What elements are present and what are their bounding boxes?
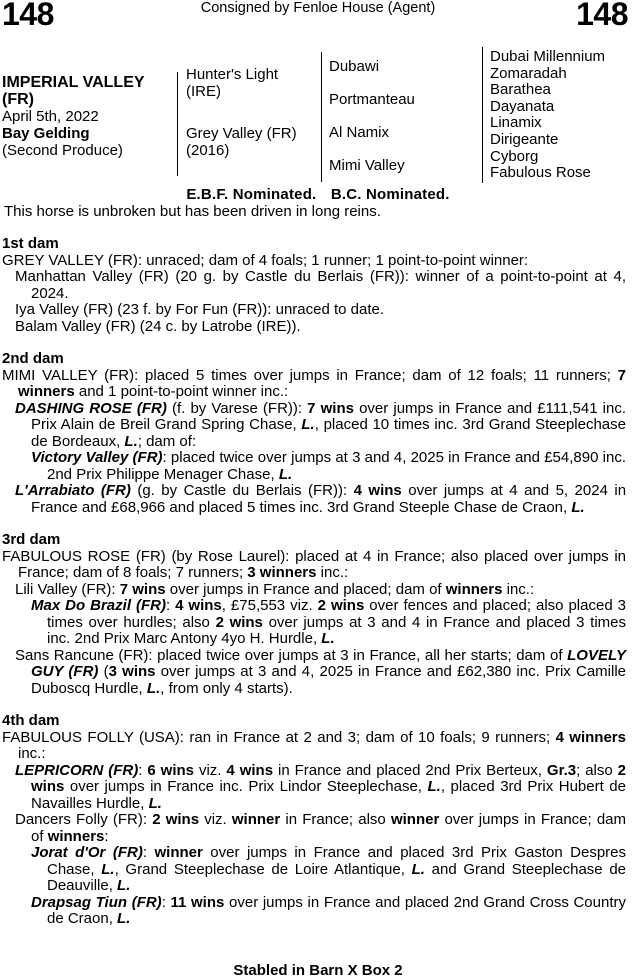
dam-intro: GREY VALLEY (FR): unraced; dam of 4 foals; 1 runner; 1 point-to-point winner: xyxy=(2,251,529,269)
horse-country: (FR) xyxy=(2,91,34,108)
produce-entry: Max Do Brazil (FR): 4 wins, £75,553 viz. 2 wins over fences and placed; also placed 3 times over hurdles; also 2 wins over jumps at 3 and 4 in France and placed 3 times inc. 2nd Prix Marc Antony 4yo H. Hurdle, L. xyxy=(31,597,627,647)
handling-note: This horse is unbroken but has been driven in long reins. xyxy=(4,203,381,220)
produce-entry: DASHING ROSE (FR) (f. by Varese (FR)): 7 wins over jumps in France and £111,541 inc. Prix Alain de Breil Grand Spring Chase, L., placed 10 times inc. 3rd Grand Steeplechase de Bordeaux, L.; dam of: xyxy=(15,399,626,450)
gen3-0: Dubai Millennium xyxy=(490,48,606,65)
dam-intro: MIMI VALLEY (FR): placed 5 times over jumps in France; dam of 12 foals; 11 runners; 7 winners and 1 point-to-point winner inc.: xyxy=(2,366,626,400)
horse-details xyxy=(2,74,172,159)
pedigree-dam xyxy=(186,125,321,159)
lot-number-left: 148 xyxy=(2,0,54,32)
sire-name: Hunter's Light xyxy=(186,66,279,83)
dam-year: (2016) xyxy=(186,142,230,159)
first-dam-section xyxy=(2,236,626,335)
produce-entry: Balam Valley (FR) (24 c. by Latrobe (IRE)). xyxy=(15,317,301,335)
gen3-4: Linamix xyxy=(490,114,542,132)
section-heading: 1st dam xyxy=(2,235,59,252)
produce-entry: Jorat d'Or (FR): winner over jumps in France and placed 3rd Prix Gaston Despres Chase, L., Grand Steeplechase de Loire Atlantique, L. and Grand Steeplechase de Deauville, L. xyxy=(31,844,627,894)
dam-intro: FABULOUS FOLLY (USA): ran in France at 2 and 3; dam of 10 foals; 9 runners; 4 winners inc.: xyxy=(2,728,626,762)
gen3-list xyxy=(490,49,605,182)
pedigree-divider-3 xyxy=(482,47,483,183)
gen3-7: Fabulous Rose xyxy=(490,164,591,182)
gen3-3: Dayanata xyxy=(490,97,555,115)
third-dam-section xyxy=(2,532,626,697)
consignor: Consigned by Fenloe House (Agent) xyxy=(200,0,436,16)
pedigree-divider-2 xyxy=(321,52,322,182)
sire-country: (IRE) xyxy=(186,83,221,100)
pedigree-divider-1 xyxy=(177,72,178,176)
gen3-1: Zomaradah xyxy=(490,64,567,82)
horse-sex: Bay Gelding xyxy=(2,125,90,142)
section-heading: 3rd dam xyxy=(2,531,61,548)
ebf-nomination: E.B.F. Nominated. xyxy=(186,186,317,203)
bc-nomination: B.C. Nominated. xyxy=(330,186,450,203)
gen2-3: Mimi Valley xyxy=(329,157,405,174)
gen3-2: Barathea xyxy=(490,81,551,99)
fourth-dam-section xyxy=(2,713,626,928)
produce-entry: Lili Valley (FR): 7 wins over jumps in France and placed; dam of winners inc.: xyxy=(15,580,535,598)
section-heading: 2nd dam xyxy=(2,350,64,367)
catalogue-body xyxy=(2,236,626,944)
gen2-2: Al Namix xyxy=(329,124,390,141)
second-dam-section xyxy=(2,351,626,516)
gen3-5: Dirigeante xyxy=(490,130,559,148)
produce-entry: Victory Valley (FR): placed twice over jumps at 3 and 4, 2025 in France and £54,890 inc. 2nd Prix Philippe Menager Chase, L. xyxy=(31,449,626,483)
produce-entry: L'Arrabiato (FR) (g. by Castle du Berlais (FR)): 4 wins over jumps at 4 and 5, 2024 in France and £68,966 and placed 5 times inc. 3rd Grand Steeple Chase de Craon, L. xyxy=(15,482,627,516)
lot-number-right: 148 xyxy=(576,0,628,32)
gen3-6: Cyborg xyxy=(490,147,539,165)
dam-name: Grey Valley (FR) xyxy=(186,125,297,142)
produce-note: (Second Produce) xyxy=(2,142,123,159)
nominations xyxy=(0,186,636,203)
foaling-date: April 5th, 2022 xyxy=(2,108,99,125)
produce-entry: Dancers Folly (FR): 2 wins viz. winner in France; also winner over jumps in France; dam of winners: xyxy=(15,811,627,845)
gen2-1: Portmanteau xyxy=(329,91,415,108)
pedigree-sire xyxy=(186,66,321,100)
produce-entry: Drapsag Tiun (FR): 11 wins over jumps in France and placed 2nd Grand Cross Country de Craon, L. xyxy=(31,893,626,927)
produce-entry: Iya Valley (FR) (23 f. by For Fun (FR)): unraced to date. xyxy=(15,301,385,318)
section-heading: 4th dam xyxy=(2,712,60,729)
stabling-location: Stabled in Barn X Box 2 xyxy=(233,962,403,979)
produce-entry: LEPRICORN (FR): 6 wins viz. 4 wins in France and placed 2nd Prix Berteux, Gr.3; also 2 wins over jumps in France inc. Prix Lindor Steeplechase, L., placed 3rd Prix Hubert de Navailles Hurdle, L. xyxy=(15,761,627,812)
produce-entry: Sans Rancune (FR): placed twice over jumps at 3 in France, all her starts; dam of LOVELY GUY (FR) (3 wins over jumps at 3 and 4, 2025 in France and £62,380 inc. Prix Camille Duboscq Hurdle, L., from only 4 starts). xyxy=(15,646,627,697)
produce-entry: Manhattan Valley (FR) (20 g. by Castle du Berlais (FR)): winner of a point-to-point at 4, 2024. xyxy=(15,268,626,302)
horse-name: IMPERIAL VALLEY xyxy=(2,74,145,91)
dam-intro: FABULOUS ROSE (FR) (by Rose Laurel): placed at 4 in France; also placed over jumps in France; dam of 8 foals; 7 runners; 3 winners inc.: xyxy=(2,547,626,581)
gen2-0: Dubawi xyxy=(329,58,380,75)
